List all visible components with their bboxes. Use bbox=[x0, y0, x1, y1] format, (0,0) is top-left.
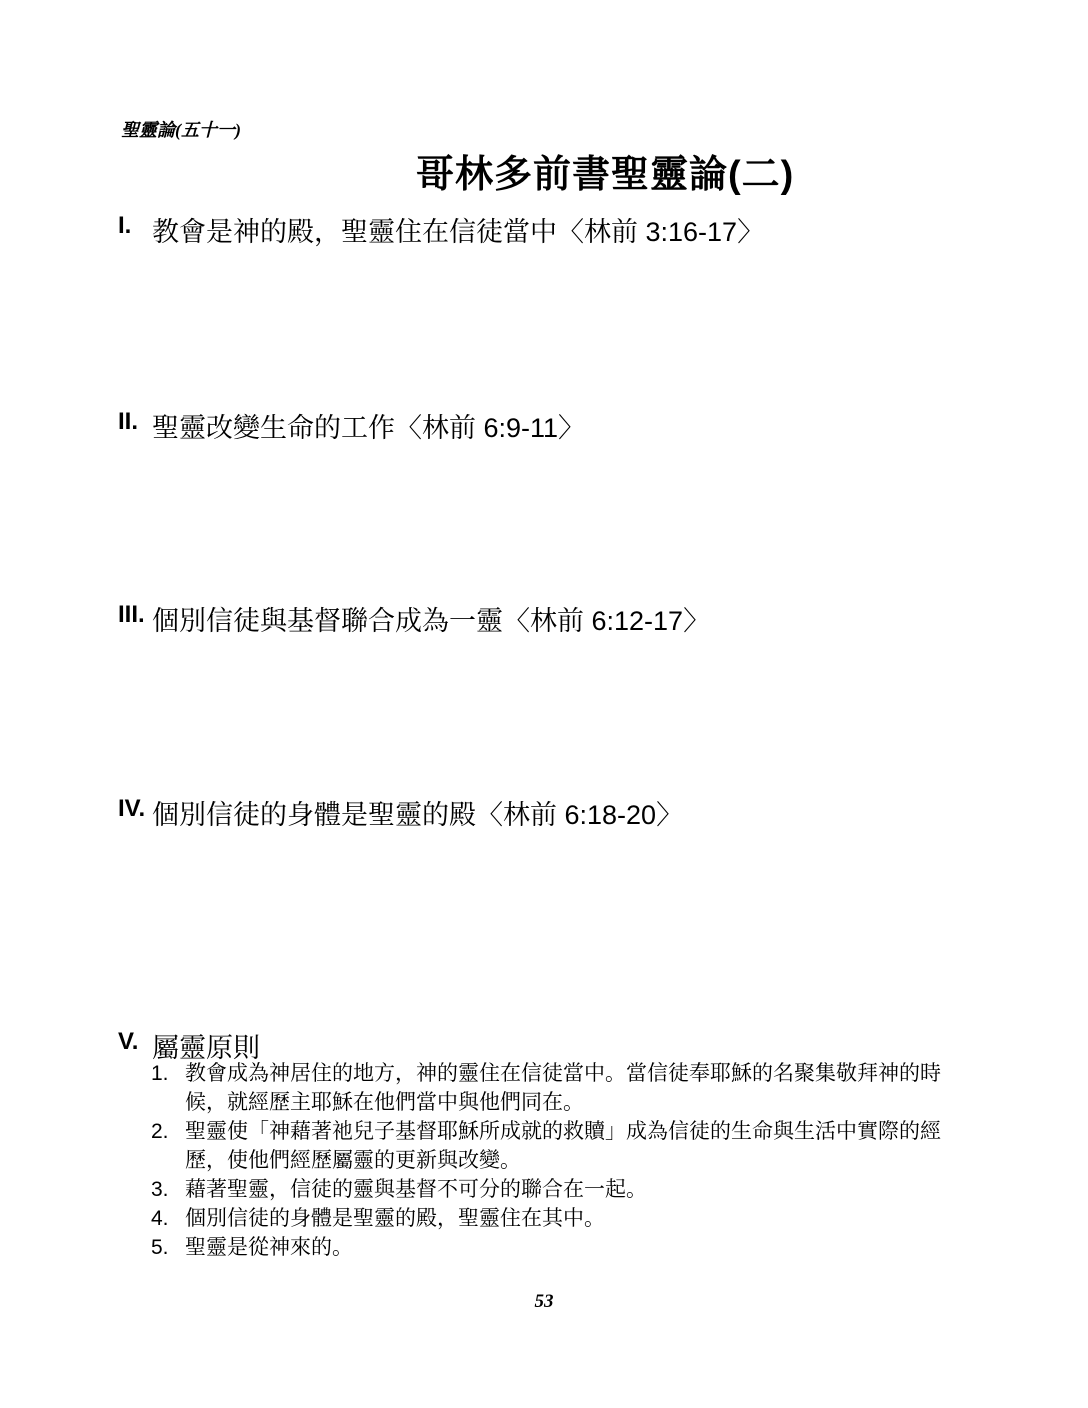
section-heading-text: 屬靈原則 bbox=[152, 1033, 260, 1063]
section-heading-text: 個別信徒與基督聯合成為一靈〈林前 6:12-17〉 bbox=[152, 606, 711, 636]
section-numeral: III. bbox=[118, 601, 145, 628]
page-title: 哥林多前書聖靈論(二) bbox=[416, 154, 795, 196]
section-numeral: IV. bbox=[118, 795, 146, 822]
list-item bbox=[151, 1117, 981, 1175]
section-heading-text: 聖靈改變生命的工作〈林前 6:9-11〉 bbox=[152, 413, 586, 443]
list-item-number: 2. bbox=[151, 1120, 169, 1143]
section-heading-text: 個別信徒的身體是聖靈的殿〈林前 6:18-20〉 bbox=[152, 800, 684, 830]
list-item-number: 1. bbox=[151, 1062, 169, 1085]
principles-list bbox=[151, 1059, 981, 1262]
list-item-text: 教會成為神居住的地方，神的靈住在信徒當中。當信徒奉耶穌的名聚集敬拜神的時候，就經歷主耶穌在他們當中與他們同在。 bbox=[185, 1062, 941, 1114]
list-item bbox=[151, 1233, 981, 1262]
running-header: 聖靈論(五十一) bbox=[121, 120, 241, 140]
list-item bbox=[151, 1175, 981, 1204]
list-item-number: 4. bbox=[151, 1207, 169, 1230]
section-numeral: I. bbox=[118, 212, 132, 239]
list-item-text: 聖靈使「神藉著祂兒子基督耶穌所成就的救贖」成為信徒的生命與生活中實際的經歷，使他們經歷屬靈的更新與改變。 bbox=[185, 1120, 941, 1172]
list-item-number: 3. bbox=[151, 1178, 169, 1201]
list-item-number: 5. bbox=[151, 1236, 169, 1259]
section-heading-text: 教會是神的殿，聖靈住在信徒當中〈林前 3:16-17〉 bbox=[152, 217, 765, 247]
list-item-text: 個別信徒的身體是聖靈的殿，聖靈住在其中。 bbox=[185, 1207, 605, 1230]
section-heading-1 bbox=[118, 210, 764, 249]
section-heading-2 bbox=[118, 406, 585, 445]
page-number: 53 bbox=[534, 1291, 554, 1312]
section-numeral: II. bbox=[118, 408, 139, 435]
section-numeral: V. bbox=[118, 1028, 139, 1055]
list-item-text: 聖靈是從神來的。 bbox=[185, 1236, 353, 1259]
list-item bbox=[151, 1204, 981, 1233]
section-heading-3 bbox=[118, 599, 710, 638]
list-item bbox=[151, 1059, 981, 1117]
section-heading-4 bbox=[118, 793, 683, 832]
list-item-text: 藉著聖靈，信徒的靈與基督不可分的聯合在一起。 bbox=[185, 1178, 647, 1201]
